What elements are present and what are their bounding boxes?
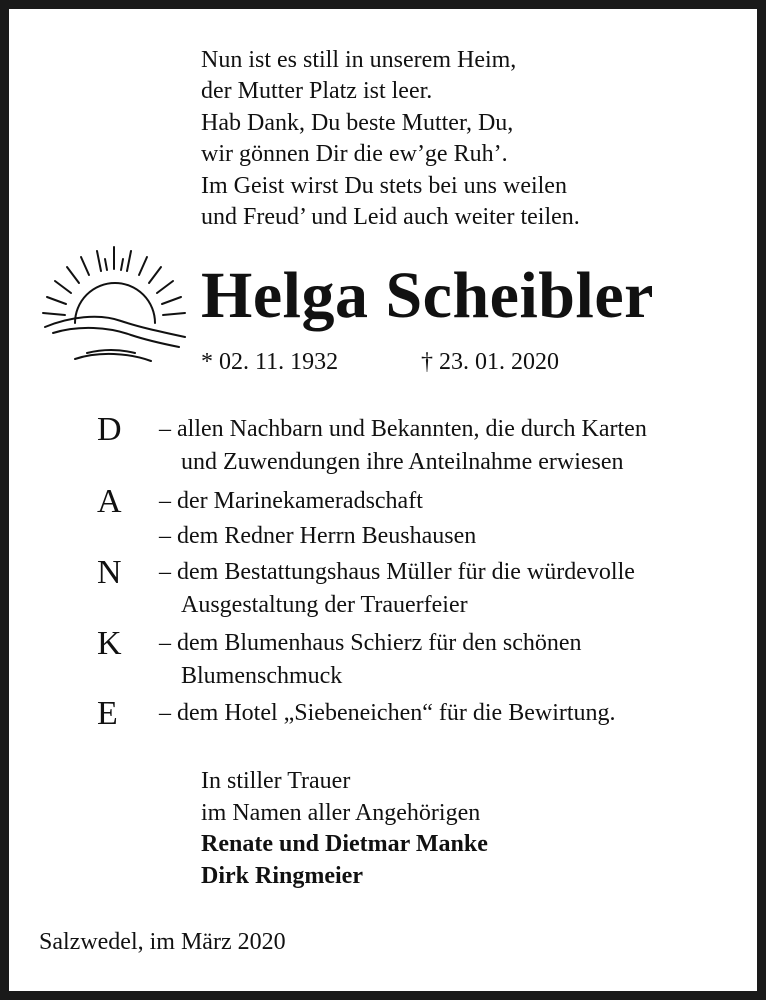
memorial-poem — [201, 45, 580, 233]
thanks-entry: – dem Hotel „Siebeneichen“ für die Bewirtung. — [159, 700, 616, 726]
birth-date: * 02. 11. 1932 — [201, 349, 339, 375]
death-date: † 23. 01. 2020 — [421, 349, 559, 375]
signature-block — [201, 766, 488, 892]
acrostic-letter: A — [97, 483, 122, 520]
thanks-entry: – dem Bestattungshaus Müller für die würdevolle — [159, 559, 635, 585]
deceased-name: Helga Scheibler — [201, 259, 654, 332]
acrostic-letter: D — [97, 411, 122, 448]
family-line: im Namen aller Angehörigen — [201, 799, 481, 826]
poem-line: und Freud’ und Leid auch weiter teilen. — [201, 204, 580, 231]
thanks-entry: – der Marinekameradschaft — [159, 488, 423, 514]
acrostic-letter: K — [97, 625, 122, 662]
poem-line: Hab Dank, Du beste Mutter, Du, — [201, 109, 514, 136]
mourner-name: Renate und Dietmar Manke — [201, 831, 488, 857]
poem-line: Im Geist wirst Du stets bei uns weilen — [201, 172, 567, 199]
sunset-icon — [39, 241, 191, 365]
thanks-entry-continuation: Ausgestaltung der Trauerfeier — [181, 592, 468, 618]
mourner-name: Dirk Ringmeier — [201, 862, 363, 889]
thanks-entry: – allen Nachbarn und Bekannten, die durch Karten — [159, 416, 647, 442]
thanks-entry: – dem Redner Herrn Beushausen — [159, 523, 477, 549]
thanks-entry-continuation: und Zuwendungen ihre Anteilnahme erwiesen — [181, 449, 624, 475]
place-date: Salzwedel, im März 2020 — [39, 929, 286, 955]
thanks-entry: – dem Blumenhaus Schierz für den schönen — [159, 630, 582, 656]
thanks-entry-continuation: Blumenschmuck — [181, 663, 343, 689]
poem-line: der Mutter Platz ist leer. — [201, 78, 433, 105]
poem-line: Nun ist es still in unserem Heim, — [201, 47, 517, 73]
acrostic-letter: E — [97, 695, 118, 732]
mourning-line: In stiller Trauer — [201, 768, 351, 794]
poem-line: wir gönnen Dir die ew’ge Ruh’. — [201, 141, 508, 168]
acrostic-letter: N — [97, 554, 122, 591]
